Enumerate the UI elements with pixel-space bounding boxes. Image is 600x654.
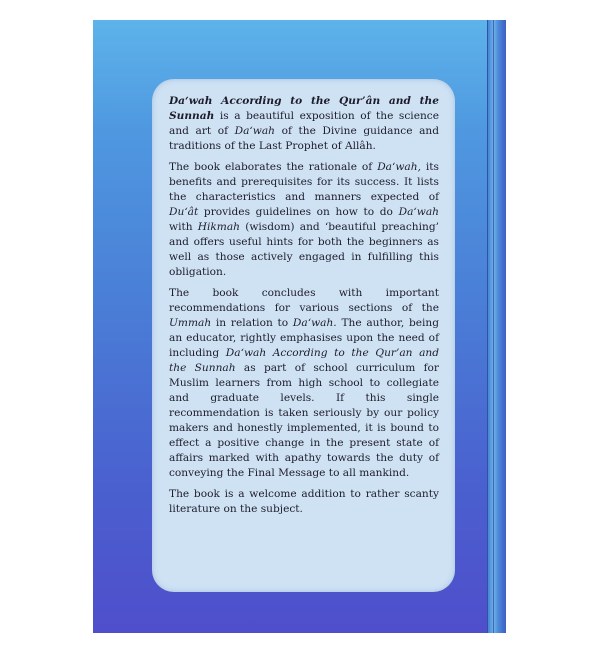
spine-crease-line	[493, 20, 494, 633]
book-spine	[487, 20, 506, 633]
blurb-text-run: Du‘ât	[169, 206, 199, 218]
blurb-text-run: The book is a welcome addition to rather scanty literature on the subject.	[169, 488, 439, 515]
blurb-text-run: provides guidelines on how to do	[198, 206, 399, 218]
blurb-text-run: The book concludes with important recommendations for various sections of the	[169, 287, 439, 314]
blurb-paragraph-2	[169, 160, 439, 280]
blurb-text-run: as part of school curriculum for Muslim learners from high school to collegiate and graduate levels. If this single recommendation is taken seriously by our policy makers and honestly implemented, it is bound to effect a positive change in the present state of affairs marked with apathy towards the duty of conveying the Final Message to all mankind.	[169, 362, 439, 479]
blurb-text-run: The author, being an educator, rightly emphasises upon the need of including	[169, 317, 440, 359]
blurb-text-run: Ummah	[169, 317, 212, 329]
blurb-text-run: (wisdom) and ‘beautiful preaching’ and offers useful hints for both the beginners as well as those actively engaged in fulfilling this obligation.	[169, 221, 439, 278]
blurb-text-run: with	[169, 221, 198, 233]
blurb-text-run: Hikmah	[197, 221, 240, 233]
blurb-text-run: of the Divine guidance and traditions of the Last Prophet of Allâh.	[169, 125, 439, 152]
blurb-text-run: Da‘wah.	[292, 317, 337, 329]
blurb-panel	[152, 79, 455, 592]
spine-edge-line	[487, 20, 488, 633]
blurb-paragraph-3	[169, 286, 439, 481]
blurb-text-run: its benefits and prerequisites for its success. It lists the characteristics and manners expected of	[169, 161, 439, 203]
blurb-paragraph-1	[169, 94, 439, 154]
blurb-paragraph-4	[169, 487, 439, 517]
blurb-text-run: Da‘wah	[398, 206, 439, 218]
blurb-text-run: Da‘wah,	[377, 161, 421, 173]
blurb-text-run: in relation to	[211, 317, 293, 329]
blurb-text-run: Da‘wah According to the Qur’an and the Sunnah	[169, 347, 440, 374]
blurb-text-run: The book elaborates the rationale of	[169, 161, 378, 173]
blurb-text-run: Da‘wah	[234, 125, 276, 137]
blurb-text-run: Da‘wah According to the Qur’ân and the Sunnah	[169, 95, 439, 122]
blurb-text-run: is a beautiful exposition of the science and art of	[169, 110, 439, 137]
